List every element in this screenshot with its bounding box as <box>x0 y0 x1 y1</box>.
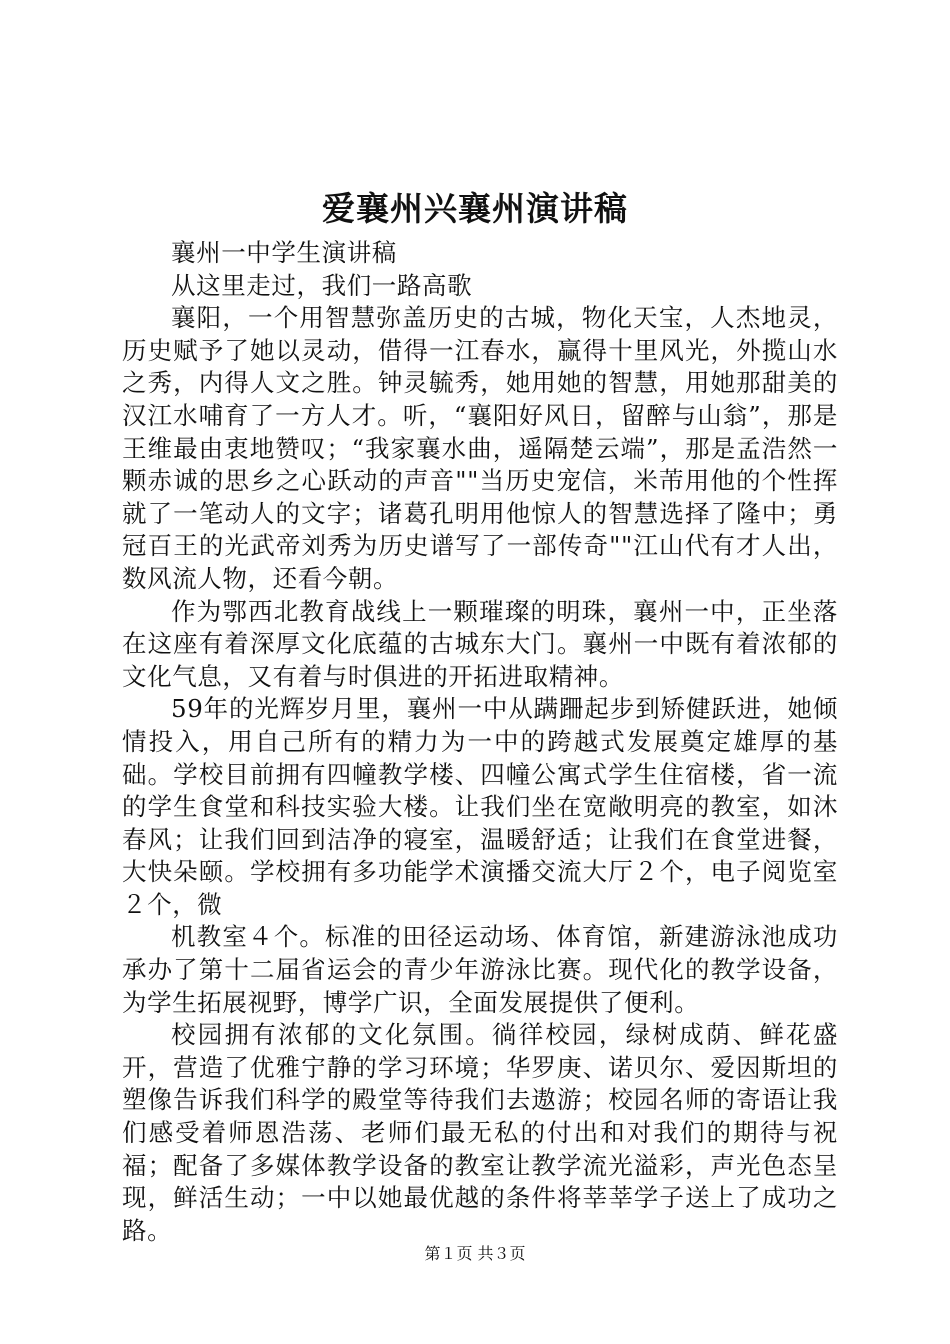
subtitle-line: 襄州一中学生演讲稿 <box>171 238 397 267</box>
document-body <box>122 237 838 1247</box>
paragraph: 59年的光辉岁月里，襄州一中从蹒跚起步到矫健跃进，她倾情投入，用自己所有的精力为一中的跨越式发展奠定雄厚的基础。学校目前拥有四幢教学楼、四幢公寓式学生住宿楼，省一流的学生食堂和科技实验大楼。让我们坐在宽敞明亮的教室，如沐春风；让我们回到洁净的寝室，温暖舒适；让我们在食堂进餐，大快朵颐。学校拥有多功能学术演播交流大厅２个，电子阅览室２个，微 <box>122 694 838 919</box>
page-number-footer: 第１页 共３页 <box>424 1244 526 1263</box>
document-title: 爱襄州兴襄州演讲稿 <box>322 189 628 228</box>
paragraph: 机教室４个。标准的田径运动场、体育馆，新建游泳池成功承办了第十二届省运会的青少年游泳比赛。现代化的教学设备，为学生拓展视野，博学广识，全面发展提供了便利。 <box>122 922 838 1017</box>
paragraph: 作为鄂西北教育战线上一颗璀璨的明珠，襄州一中，正坐落在这座有着深厚文化底蕴的古城东大门。襄州一中既有着浓郁的文化气息，又有着与时俱进的开拓进取精神。 <box>122 596 838 691</box>
paragraph: 襄阳，一个用智慧弥盖历史的古城，物化天宝，人杰地灵，历史赋予了她以灵动，借得一江春水，赢得十里风光，外揽山水之秀，内得人文之胜。钟灵毓秀，她用她的智慧，用她那甜美的汉江水哺育了一方人才。听，“襄阳好风日，留醉与山翁”，那是王维最由衷地赞叹；“我家襄水曲，遥隔楚云端”，那是孟浩然一颗赤诚的思乡之心跃动的声音""当历史宠信，米芾用他的个性挥就了一笔动人的文字；诸葛孔明用他惊人的智慧选择了隆中；勇冠百王的光武帝刘秀为历史谱写了一部传奇""江山代有才人出，数风流人物，还看今朝。 <box>122 303 838 593</box>
paragraph: 校园拥有浓郁的文化氛围。徜徉校园，绿树成荫、鲜花盛开，营造了优雅宁静的学习环境；华罗庚、诺贝尔、爱因斯坦的塑像告诉我们科学的殿堂等待我们去遨游；校园名师的寄语让我们感受着师恩浩荡、老师们最无私的付出和对我们的期待与祝福；配备了多媒体教学设备的教室让教学流光溢彩，声光色态呈现，鲜活生动；一中以她最优越的条件将莘莘学子送上了成功之路。 <box>122 1020 838 1245</box>
heading-line: 从这里走过，我们一路高歌 <box>171 270 473 300</box>
